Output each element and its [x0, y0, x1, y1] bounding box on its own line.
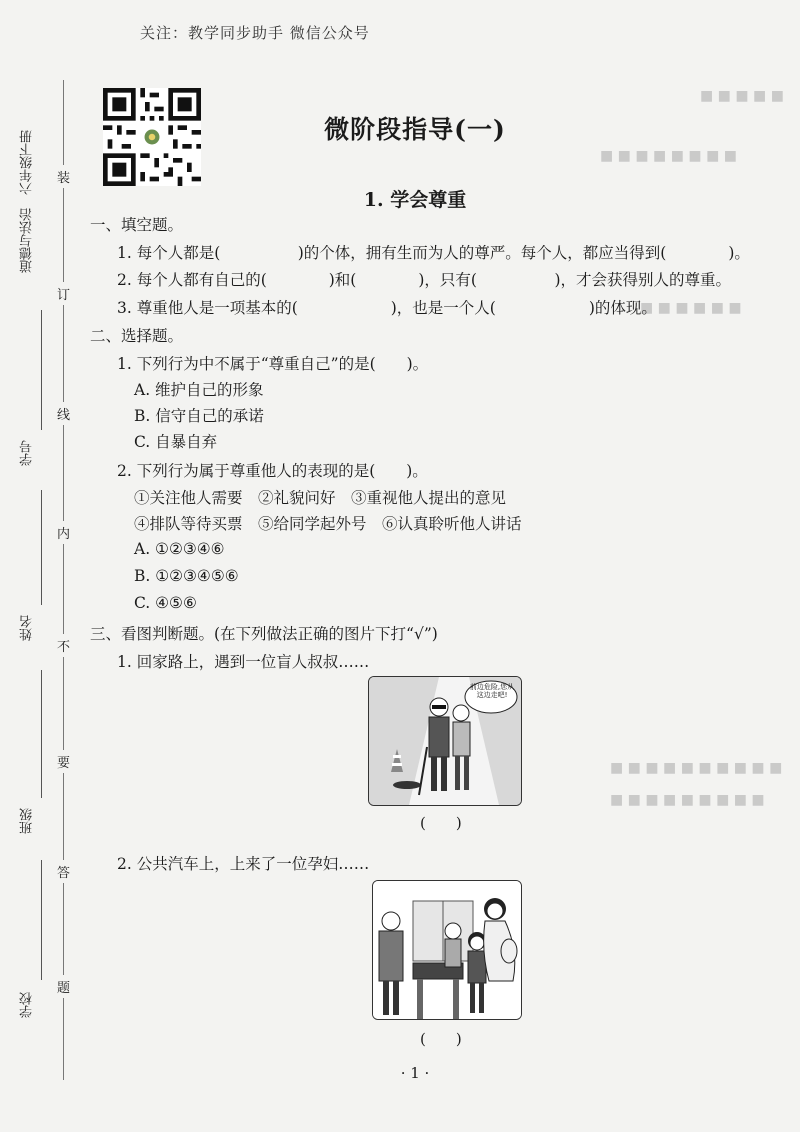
section-fill-heading: 一、填空题。	[90, 216, 184, 234]
binding-char: 装	[57, 165, 70, 188]
choice-question-1: 1. 下列行为中不属于“尊重自己”的是( )。	[117, 355, 429, 373]
page-number: · 1 ·	[400, 1064, 430, 1082]
class-label: 班级	[20, 808, 35, 834]
choice-items-row-2: ④排队等待买票 ⑤给同学起外号 ⑥认真聆听他人讲话	[134, 515, 522, 533]
choice-option: C. ④⑤⑥	[134, 594, 197, 612]
class-blank	[41, 670, 42, 798]
choice-question-2: 2. 下列行为属于尊重他人的表现的是( )。	[117, 462, 428, 480]
school-label: 学校	[20, 992, 35, 1018]
answer-paren-2: ( )	[420, 1030, 462, 1048]
subject-label: 道德与法治 六年级下册	[20, 130, 35, 273]
judge-question-2: 2. 公共汽车上，上来了一位孕妇……	[117, 855, 370, 873]
binding-char: 要	[57, 750, 70, 773]
judge-question-1: 1. 回家路上，遇到一位盲人叔叔……	[117, 653, 370, 671]
choice-items-row-1: ①关注他人需要 ②礼貌问好 ③重视他人提出的意见	[134, 489, 507, 507]
choice-option: A. ①②③④⑥	[134, 540, 225, 558]
student-no-blank	[41, 310, 42, 430]
section-choice-heading: 二、选择题。	[90, 327, 184, 345]
binding-char: 答	[57, 860, 70, 883]
section-judge-heading: 三、看图判断题。(在下列做法正确的图片下打“√”)	[90, 625, 438, 643]
choice-option: A. 维护自己的形象	[134, 381, 264, 399]
choice-option: B. 信守自己的承诺	[134, 407, 264, 425]
fill-question-3: 3. 尊重他人是一项基本的( )，也是一个人( )的体现。	[117, 299, 657, 317]
header-note: 关注：教学同步助手 微信公众号	[140, 24, 370, 42]
bus-pregnant-woman-illustration	[372, 880, 522, 1020]
page-title: 微阶段指导(一)	[324, 115, 506, 144]
binding-char: 不	[57, 634, 70, 657]
binding-char: 线	[57, 402, 70, 425]
fill-question-2: 2. 每个人都有自己的( )和( )，只有( )，才会获得别人的尊重。	[117, 271, 732, 289]
choice-option: C. 自暴自弃	[134, 433, 218, 451]
lesson-title: 1. 学会尊重	[363, 189, 467, 211]
school-blank	[41, 860, 42, 980]
binding-char: 题	[57, 975, 70, 998]
blind-man-illustration	[368, 676, 522, 806]
answer-paren-1: ( )	[420, 814, 462, 832]
binding-char: 订	[57, 282, 70, 305]
binding-line	[63, 80, 64, 1080]
binding-char: 内	[57, 521, 70, 544]
fill-question-1: 1. 每个人都是( )的个体，拥有生而为人的尊严。每个人，都应当得到( )。	[117, 244, 750, 262]
name-blank	[41, 490, 42, 605]
choice-option: B. ①②③④⑤⑥	[134, 567, 239, 585]
name-label: 姓名	[20, 615, 35, 641]
student-no-label: 学号	[20, 440, 35, 466]
speech-bubble-text: 前边危险,您从这边走吧!	[469, 683, 515, 699]
